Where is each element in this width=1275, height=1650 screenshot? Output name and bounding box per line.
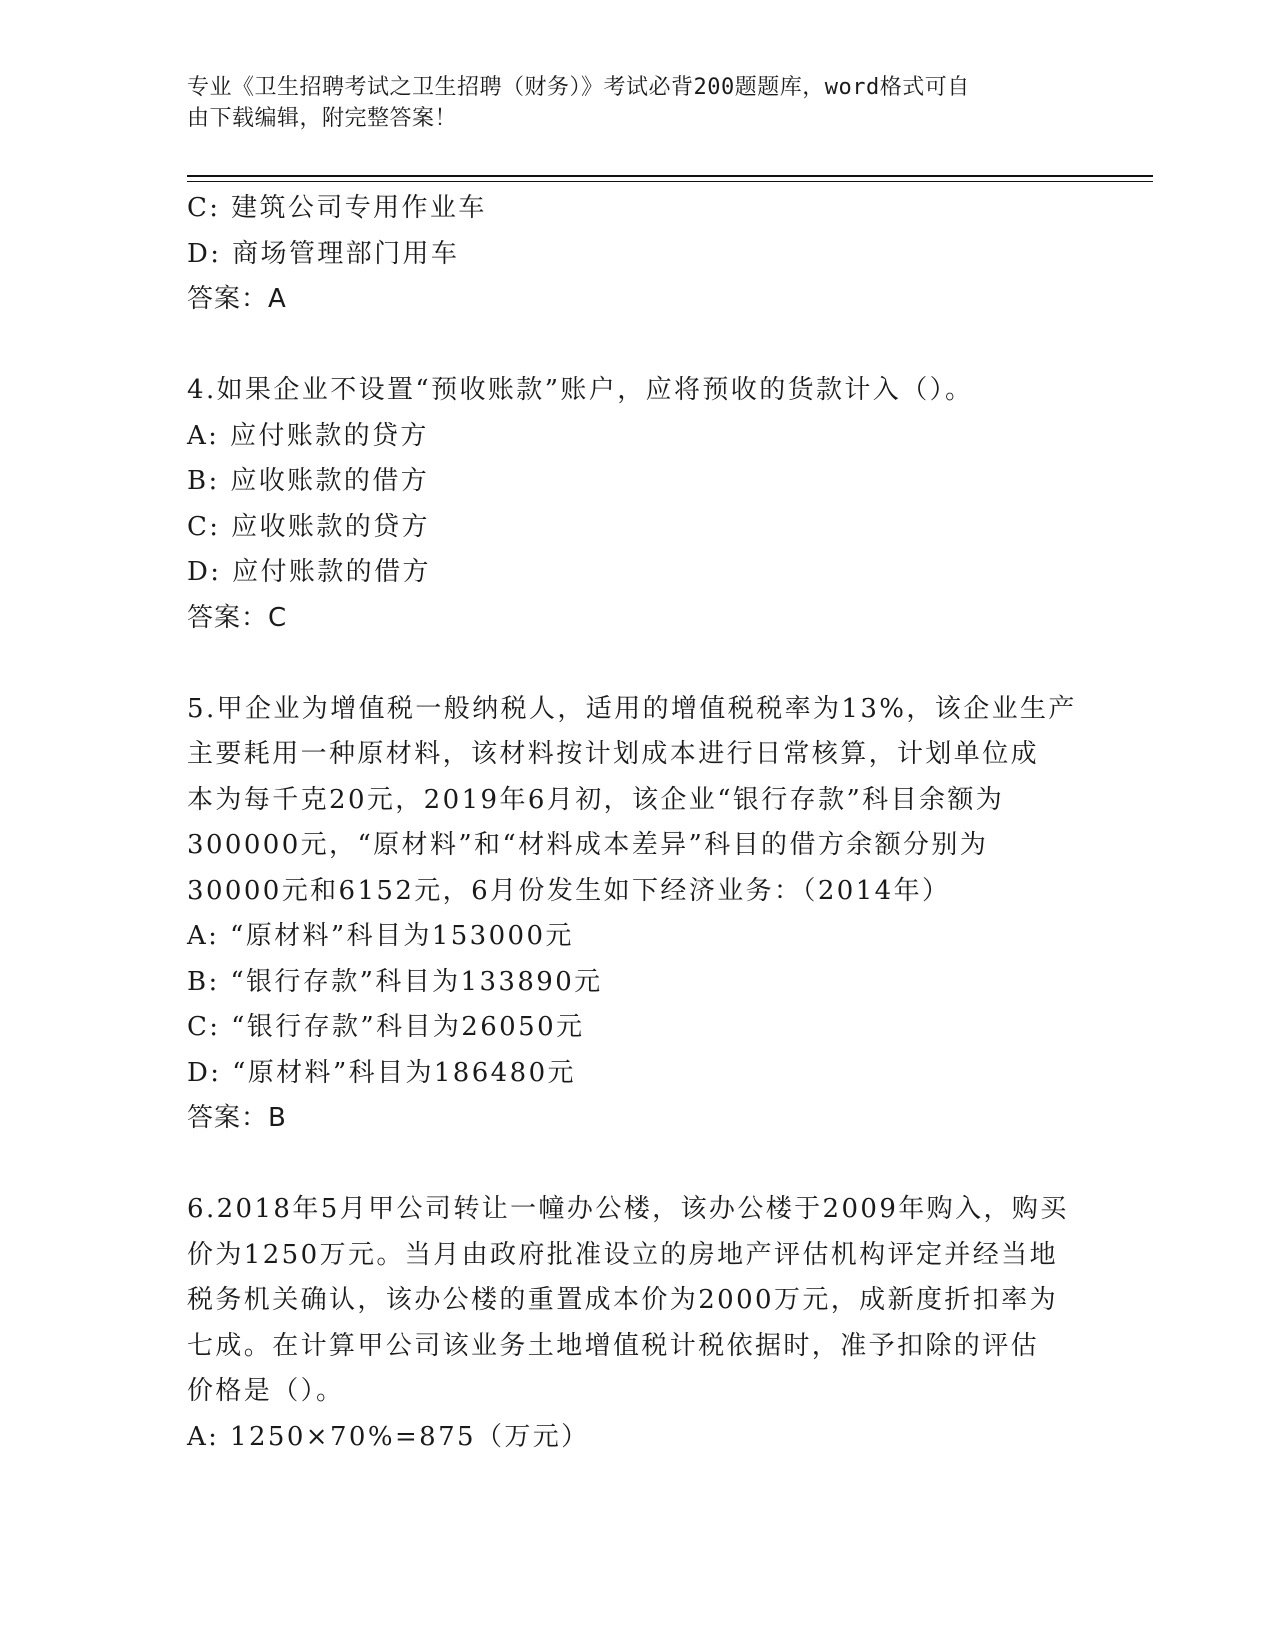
question-list — [187, 186, 1087, 1460]
question-4-option-d: D: 应付账款的借方 — [187, 557, 431, 587]
header-line-1: 专业《卫生招聘考试之卫生招聘（财务）》考试必背200题题库，word格式可自 — [187, 75, 970, 100]
question-5 — [187, 687, 1087, 1142]
question-3-answer: 答案：A — [187, 284, 287, 314]
question-4-option-b: B: 应收账款的借方 — [187, 466, 430, 496]
spacer — [187, 1142, 1087, 1188]
header-divider-thick — [187, 175, 1153, 177]
header-divider-thin — [187, 181, 1153, 182]
question-3-option-c: C: 建筑公司专用作业车 — [187, 193, 487, 223]
question-6-stem-line-5: 价格是（）。 — [187, 1376, 345, 1406]
question-4-option-a: A: 应付账款的贷方 — [187, 420, 429, 451]
question-5-stem-line-5: 30000元和6152元，6月份发生如下经济业务：（2014年） — [187, 875, 951, 906]
question-5-option-c: C: “银行存款”科目为26050元 — [187, 1012, 585, 1042]
question-3 — [187, 186, 1087, 323]
question-5-stem-line-1: 5.甲企业为增值税一般纳税人，适用的增值税税率为13%，该企业生产 — [187, 693, 1077, 724]
question-6-stem-line-1: 6.2018年5月甲公司转让一幢办公楼，该办公楼于2009年购入，购买 — [187, 1194, 1069, 1224]
question-6-option-a: A: 1250×70%=875（万元） — [187, 1421, 590, 1452]
question-4 — [187, 368, 1087, 641]
question-5-option-d: D: “原材料”科目为186480元 — [187, 1057, 576, 1088]
question-4-stem: 4.如果企业不设置“预收账款”账户，应将预收的货款计入（）。 — [187, 375, 974, 405]
question-5-stem-line-4: 300000元，“原材料”和“材料成本差异”科目的借方余额分别为 — [187, 830, 989, 860]
question-5-option-a: A: “原材料”科目为153000元 — [187, 921, 574, 951]
question-5-stem-line-3: 本为每千克20元，2019年6月初，该企业“银行存款”科目余额为 — [187, 784, 1005, 815]
question-6-stem-line-4: 七成。在计算甲公司该业务土地增值税计税依据时，准予扣除的评估 — [187, 1330, 1040, 1361]
spacer — [187, 641, 1087, 687]
question-5-stem-line-2: 主要耗用一种原材料，该材料按计划成本进行日常核算，计划单位成 — [187, 739, 1040, 769]
question-6-stem-line-3: 税务机关确认，该办公楼的重置成本价为2000万元，成新度折扣率为 — [187, 1285, 1058, 1315]
question-5-option-b: B: “银行存款”科目为133890元 — [187, 966, 603, 997]
question-4-option-c: C: 应收账款的贷方 — [187, 511, 430, 542]
question-6-stem-line-2: 价为1250万元。当月由政府批准设立的房地产评估机构评定并经当地 — [187, 1239, 1058, 1270]
question-4-answer: 答案：C — [187, 602, 288, 633]
question-6 — [187, 1187, 1087, 1460]
spacer — [187, 323, 1087, 369]
header-line-2: 由下载编辑，附完整答案！ — [187, 106, 458, 131]
question-3-option-d: D: 商场管理部门用车 — [187, 238, 460, 269]
question-5-answer: 答案：B — [187, 1103, 287, 1133]
document-header — [187, 72, 1067, 134]
